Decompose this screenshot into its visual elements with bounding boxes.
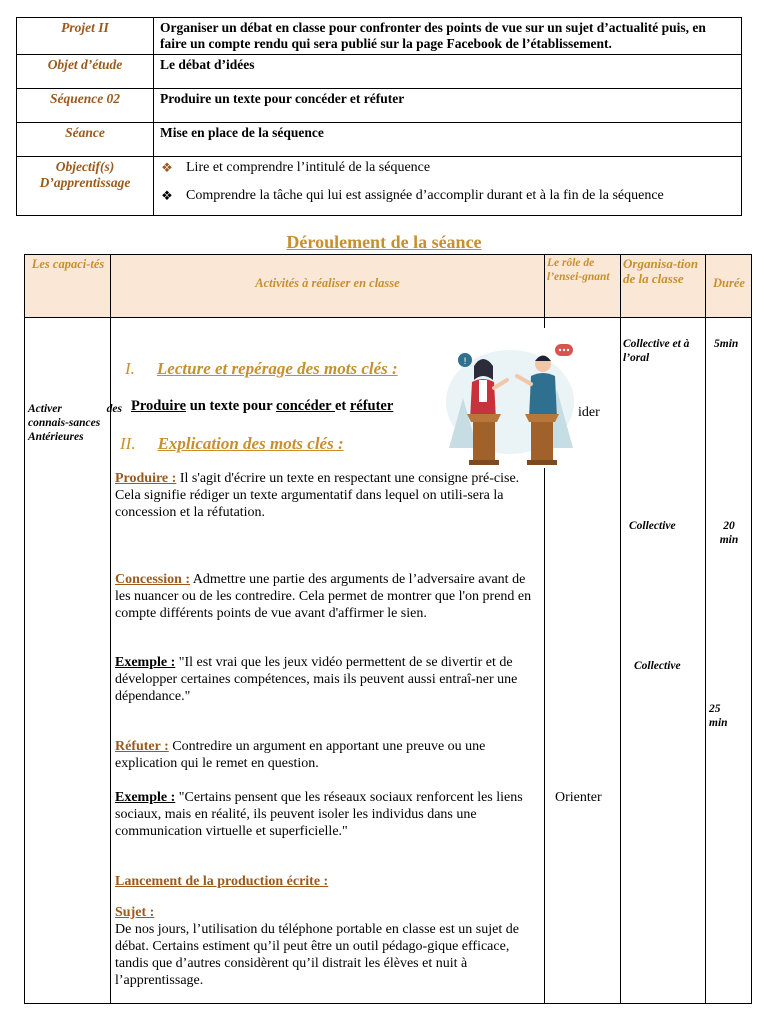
keyword-refuter: réfuter xyxy=(349,398,394,414)
term-refuter: Réfuter : xyxy=(115,739,169,754)
role-orienter: Orienter xyxy=(555,790,602,805)
duree-3: 25 min xyxy=(709,703,728,729)
organisation-2: Collective xyxy=(629,520,676,532)
role-guider: ider xyxy=(578,405,600,420)
header-organisation: Organisa-tion de la classe xyxy=(623,256,699,286)
section-2-number: II. xyxy=(120,434,136,453)
page-title: Déroulement de la séance xyxy=(286,232,482,252)
lancement-heading: Lancement de la production écrite : xyxy=(115,874,329,889)
column-divider xyxy=(620,255,621,1003)
seance-value: Mise en place de la séquence xyxy=(154,123,742,157)
example-label: Exemple : xyxy=(115,790,176,805)
objet-value: Le débat d’idées xyxy=(154,55,742,89)
section-1-title xyxy=(125,359,398,379)
definition-refuter xyxy=(115,738,543,772)
debate-podium-illustration xyxy=(439,328,581,468)
sequence-value: Produire un texte pour concéder et réfuter xyxy=(154,89,742,123)
section-1-text: Lecture et repérage des mots clés : xyxy=(156,359,398,378)
duree-1: 5min xyxy=(714,338,739,350)
objectif-item xyxy=(160,188,735,204)
diamond-bullet-icon: ❖ xyxy=(161,160,173,175)
key-phrase-text: et xyxy=(334,398,350,414)
section-1-number: I. xyxy=(125,359,135,378)
lesson-info-table xyxy=(16,17,742,216)
seance-label: Séance xyxy=(17,123,154,157)
subject-block xyxy=(115,904,543,989)
duree-2: 20 min xyxy=(719,520,739,546)
sujet-text: De nos jours, l’utilisation du téléphone portable en classe est un sujet de débat. Certains estiment qu’il peut être un outil pédago-gique efficace, tandis que d’autres considèrent qu’il distrait les élèves et nuit à l’apprentissage. xyxy=(115,922,519,988)
key-phrase-text: un texte pour xyxy=(186,398,277,414)
sequence-label: Séquence 02 xyxy=(17,89,154,123)
production-launch xyxy=(115,873,543,890)
organisation-3: Collective xyxy=(634,660,681,672)
example-text: "Il est vrai que les jeux vidéo permettent de se divertir et de développer certaines compétences, mais ils peuvent aussi entraî-ner une dépendance." xyxy=(115,655,518,704)
seance-table xyxy=(24,254,752,1004)
example-1 xyxy=(115,654,543,705)
term-produire: Produire : xyxy=(115,471,177,486)
objectif-item xyxy=(160,160,735,176)
projet-value: Organiser un débat en classe pour confronter des points de vue sur un sujet d’actualité puis, en faire un compte rendu qui sera publié sur la page Facebook de l’établissement. xyxy=(154,18,742,55)
column-divider xyxy=(705,255,706,1003)
column-divider xyxy=(110,255,111,1003)
definition-text: Admettre une partie des arguments de l’adversaire avant de les nuancer ou de les contredire. Cela permet de montrer que l'on prend en compte différents points de vue avant d'affirmer le sien. xyxy=(115,572,532,621)
definition-text: Il s'agit d'écrire un texte en respectant une consigne pré-cise. Cela signifie rédiger un texte argumentatif dans lequel on utili-sera la concession et la réfutation. xyxy=(115,471,520,520)
objectif-label: Objectif(s) D’apprentissage xyxy=(17,157,154,216)
objectif-text: Comprendre la tâche qui lui est assignée d’accomplir durant et à la fin de la séquence xyxy=(186,188,664,203)
example-label: Exemple : xyxy=(115,655,176,670)
organisation-1: Collective et à l’oral xyxy=(623,338,690,364)
header-capacites: Les capaci-tés xyxy=(31,257,105,271)
diamond-bullet-icon: ❖ xyxy=(161,188,173,203)
term-concession: Concession : xyxy=(115,572,191,587)
definition-concession xyxy=(115,571,543,622)
objectif-text: Lire et comprendre l’intitulé de la séquence xyxy=(186,160,431,175)
header-divider xyxy=(25,317,751,318)
section-2-text: Explication des mots clés : xyxy=(157,434,344,453)
header-duree: Durée xyxy=(713,276,745,290)
header-role: Le rôle de l’ensei-gnant xyxy=(547,257,610,283)
header-activites: Activités à réaliser en classe xyxy=(255,276,400,290)
definition-produire xyxy=(115,470,543,521)
capacite-text: Activer des connais-sances Antérieures xyxy=(28,403,122,443)
definition-text: Contredire un argument en apportant une preuve ou une explication qui le remet en question. xyxy=(115,739,486,771)
svg-text:!: ! xyxy=(463,357,467,367)
example-2 xyxy=(115,789,543,840)
section-2-title xyxy=(120,434,344,454)
sujet-label: Sujet : xyxy=(115,905,155,920)
projet-label: Projet II xyxy=(17,18,154,55)
example-text: "Certains pensent que les réseaux sociaux renforcent les liens sociaux, mais en réalité, ils peuvent isoler les individus dans une communication virtuelle et superficielle." xyxy=(115,790,523,839)
keyword-conceder: concéder xyxy=(276,398,335,414)
keyword-produire: Produire xyxy=(131,398,187,414)
objectifs-list xyxy=(154,157,742,216)
key-phrase xyxy=(131,398,393,415)
objet-label: Objet d’étude xyxy=(17,55,154,89)
